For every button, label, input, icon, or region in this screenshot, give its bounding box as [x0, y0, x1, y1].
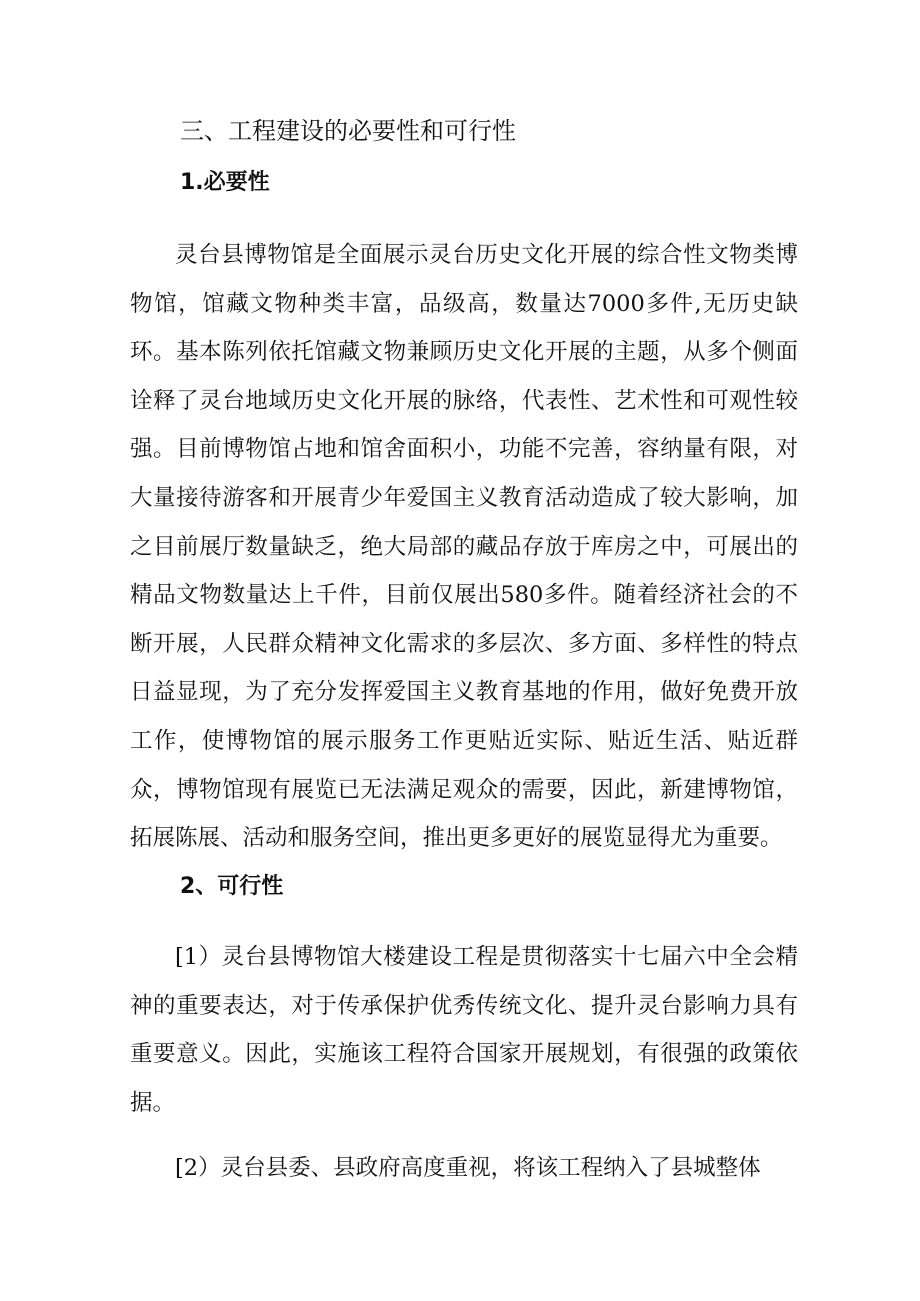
subsection-heading-feasibility: 2、可行性 [180, 874, 284, 899]
paragraph-feasibility-1: [1）灵台县博物馆大楼建设工程是贯彻落实十七届六中全会精神的重要表达，对于传承保护优秀传统文化、提升灵台影响力具有重要意义。因此，实施该工程符合国家开展规划，有很强的政策依据。 [130, 944, 798, 1116]
subsection-heading-necessity: 1.必要性 [180, 170, 270, 195]
section-heading: 三、工程建设的必要性和可行性 [180, 117, 516, 145]
paragraph-necessity: 灵台县博物馆是全面展示灵台历史文化开展的综合性文物类博物馆，馆藏文物种类丰富，品级高，数量达7000多件,无历史缺环。基本陈列依托馆藏文物兼顾历史文化开展的主题，从多个侧面诠释了灵台地域历史文化开展的脉络，代表性、艺术性和可观性较强。目前博物馆占地和馆舍面积小，功能不完善，容纳量有限，对大量接待游客和开展青少年爱国主义教育活动造成了较大影响，加之目前展厅数量缺乏，绝大局部的藏品存放于库房之中，可展出的精品文物数量达上千件，目前仅展出580多件。随着经济社会的不断开展，人民群众精神文化需求的多层次、多方面、多样性的特点日益显现，为了充分发挥爱国主义教育基地的作用，做好免费开放工作，使博物馆的展示服务工作更贴近实际、贴近生活、贴近群众，博物馆现有展览已无法满足观众的需要，因此，新建博物馆，拓展陈展、活动和服务空间，推出更多更好的展览显得尤为重要。 [130, 242, 798, 852]
paragraph-feasibility-2: [2）灵台县委、县政府高度重视，将该工程纳入了县城整体 [175, 1155, 761, 1181]
